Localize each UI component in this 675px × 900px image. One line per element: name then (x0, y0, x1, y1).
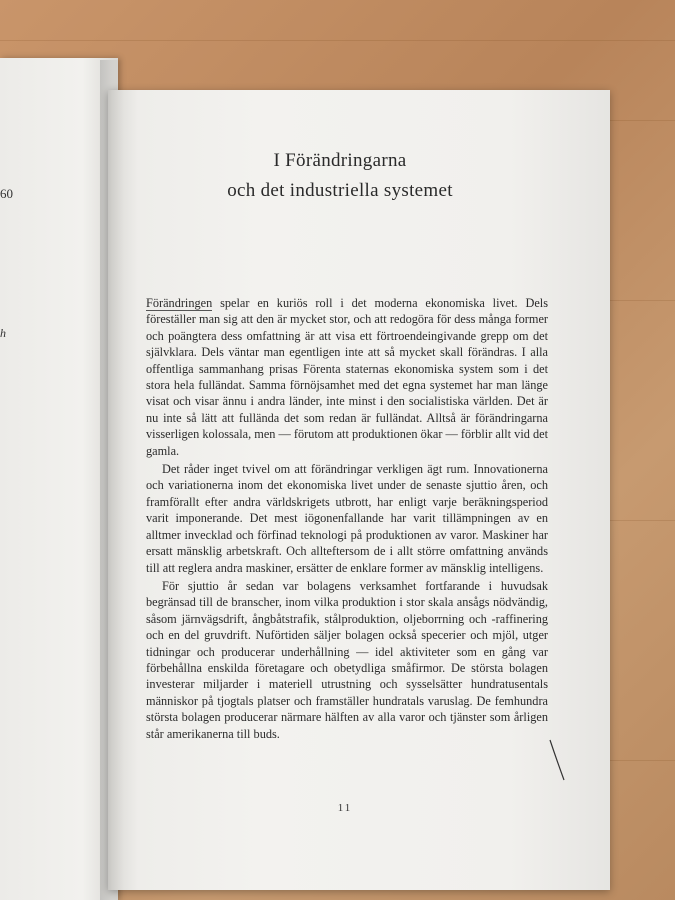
chapter-title-line-1: I Förändringarna (273, 150, 407, 171)
book-spine-shadow (100, 60, 124, 900)
paragraph-1-text: spelar en kuriös roll i det moderna ekonomiska livet. Dels föreställer man sig att den är mycket stor, och att redogöra för dess många former och poängtera dess omfattning är att visa ett förtroendeingivande grepp om det självklara. Dels väntar man egentligen inte att så mycket skall förändras. I alla offentliga sammanhang prisas Förenta staternas ekonomiska system som i det stora hela fulländat. Samma förnöjsamhet med det egna systemet har man länge visat och visar ännu i andra länder, inte minst i den socialistiska världen. Det är nu inte så lätt att fullända det som redan är fulländat. Alltså är förändringarna visserligen kolossala, men — förutom att produktionen ökar — förblir allt vid det gamla. (146, 296, 548, 458)
chapter-title (130, 146, 550, 206)
paragraph-2: Det råder inget tvivel om att förändringar verkligen ägt rum. Innovationerna och variationerna inom det ekonomiska livet under de senaste sjuttio åren, och framförallt efter andra världskrigets utbrott, har enligt varje beräkningsperiod varit imponerande. Det mest iögonenfallande har varit tillämpningen av en alltmer invecklad och förfinad teknologi på produktionen av varor. Maskiner har ersatt mänsklig arbetskraft. Och allteftersom de i allt större omfattning används till att reglera andra maskiner, ersätter de enklare former av mänsklig intelligens. (146, 462, 548, 575)
page-number: 11 (337, 802, 353, 814)
pen-mark-icon (548, 738, 568, 783)
underlined-first-word: Förändringen (146, 296, 213, 310)
paragraph-3: För sjuttio år sedan var bolagens verksamhet fortfarande i huvudsak begränsad till de branscher, inom vilka produktion i stor skala ansågs nödvändig, såsom järnvägsdrift, ångbåtstrafik, stålproduktion, oljeborrning och -raffinering och en del gruvdrift. Nuförtiden säljer bolagen också specerier och mjöl, utger tidningar och producerar underhållning — idel aktiviteter som en gång var förbehållna enskilda företagare och obetydliga småfirmor. De största bolagen investerar miljarder i materiell utrustning och sysselsätter hundratusentals människor på tjogtals platser och framställer hundratals varuslag. De femhundra största bolagen producerar närmare hälften av alla varor och tjänster som årligen står amerikanerna till buds. (146, 578, 548, 741)
chapter-title-line-2: och det industriella systemet (227, 180, 453, 201)
left-page-text-fragment: h (0, 326, 6, 340)
paragraph-1 (146, 295, 548, 459)
left-page-number-fragment: 60 (0, 186, 13, 201)
body-text (146, 295, 548, 742)
